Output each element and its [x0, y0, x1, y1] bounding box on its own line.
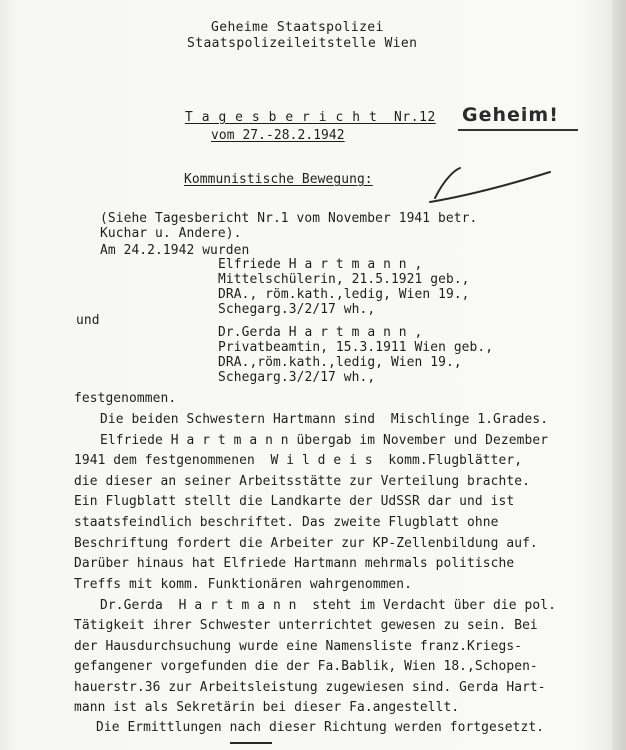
- body-line: (Siehe Tagesbericht Nr.1 vom November 1941 betr.: [100, 211, 478, 226]
- body-line: Ein Flugblatt stellt die Landkarte der UdSSR dar und ist: [74, 494, 515, 509]
- body-line: Am 24.2.1942 wurden: [100, 243, 250, 258]
- person-name: Elfriede H a r t m a n n ,: [218, 257, 423, 272]
- body-line: Beschriftung fordert die Arbeiter zur KP-Zellenbildung auf.: [74, 536, 538, 551]
- body-line: DRA.,röm.kath.,ledig, Wien 19.,: [218, 355, 462, 370]
- body-line: gefangener vorgefunden die der Fa.Bablik, Wien 18.,Schopen-: [74, 659, 538, 674]
- body-line: hauerstr.36 zur Arbeitsleistung zugewiesen sind. Gerda Hart-: [74, 680, 546, 695]
- body-line: Dr.Gerda H a r t m a n n steht im Verdacht über die pol.: [100, 598, 556, 613]
- body-line: Mittelschülerin, 21.5.1921 geb.,: [218, 272, 470, 287]
- body-line: Tätigkeit ihrer Schwester unterrichtet gewesen zu sein. Bei: [74, 618, 538, 633]
- body-line: Kuchar u. Andere).: [100, 226, 242, 241]
- report-title: T a g e s b e r i c h t Nr.12: [185, 110, 436, 125]
- body-line: staatsfeindlich beschriftet. Das zweite Flugblatt ohne: [74, 515, 499, 530]
- classification-underline: [458, 129, 578, 131]
- body-line: festgenommen.: [74, 391, 177, 406]
- body-line: DRA., röm.kath.,ledig, Wien 19.,: [218, 287, 470, 302]
- body-line: Schegarg.3/2/17 wh.,: [218, 302, 376, 317]
- body-line: Privatbeamtin, 15.3.1911 Wien geb.,: [218, 340, 494, 355]
- classification-stamp: Geheim!: [462, 104, 559, 126]
- body-line: Darüber hinaus hat Elfriede Hartmann mehrmals politische: [74, 556, 515, 571]
- office-name: Staatspolizeileitstelle Wien: [187, 36, 418, 51]
- body-line: der Hausdurchsuchung wurde eine Namensliste franz.Kriegs-: [74, 639, 523, 654]
- body-line: 1941 dem festgenommenen W i l d e i s komm.Flugblätter,: [74, 453, 523, 468]
- handwritten-mark: [425, 150, 555, 210]
- body-line: Die Ermittlungen nach dieser Richtung werden fortgesetzt.: [96, 720, 545, 735]
- closing-rule: [230, 742, 272, 744]
- paper-edge: [612, 0, 626, 750]
- person-name: Dr.Gerda H a r t m a n n ,: [218, 325, 423, 340]
- report-date-range: vom 27.-28.2.1942: [211, 128, 345, 143]
- body-line: Treffs mit komm. Funktionären wahrgenommen.: [74, 577, 413, 592]
- body-line: Die beiden Schwestern Hartmann sind Mischlinge 1.Grades.: [100, 412, 549, 427]
- body-line: und: [76, 313, 100, 328]
- agency-name: Geheime Staatspolizei: [211, 20, 384, 35]
- body-line: Schegarg.3/2/17 wh.,: [218, 370, 376, 385]
- body-line: die dieser an seiner Arbeitsstätte zur Verteilung brachte.: [74, 474, 530, 489]
- body-line: Elfriede H a r t m a n n übergab im November und Dezember: [100, 433, 549, 448]
- body-line: mann ist als Sekretärin bei dieser Fa.angestellt.: [74, 700, 460, 715]
- section-heading: Kommunistische Bewegung:: [184, 172, 373, 187]
